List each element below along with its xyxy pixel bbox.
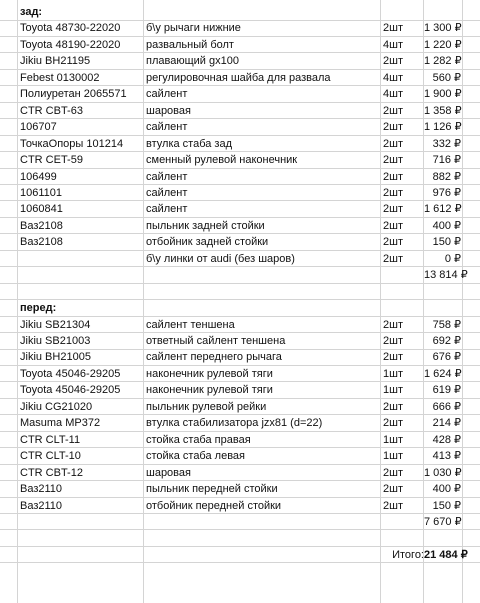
subtotal-cell[interactable]: 7 670 ₽ bbox=[424, 515, 462, 528]
quantity-cell[interactable]: 4шт bbox=[383, 38, 403, 51]
price-cell[interactable]: 1 126 ₽ bbox=[424, 121, 462, 134]
quantity-cell[interactable]: 2шт bbox=[383, 335, 403, 347]
description-cell[interactable]: стойка стаба правая bbox=[146, 433, 251, 446]
table-row bbox=[0, 201, 480, 218]
description-cell[interactable]: отбойник задней стойки bbox=[146, 236, 269, 249]
price-cell[interactable]: 1 624 ₽ bbox=[424, 367, 462, 380]
description-cell[interactable]: сайлент bbox=[146, 186, 188, 199]
price-cell[interactable]: 560 ₽ bbox=[432, 71, 461, 84]
subtotal-row bbox=[0, 267, 480, 284]
description-cell[interactable]: сайлент теншена bbox=[146, 318, 235, 331]
part-number-cell[interactable]: Jikiu BH21195 bbox=[20, 55, 91, 68]
part-number-cell[interactable]: 1061101 bbox=[20, 186, 63, 199]
description-cell[interactable]: втулка стабилизатора jzx81 (d=22) bbox=[146, 417, 323, 430]
price-cell[interactable]: 882 ₽ bbox=[432, 170, 461, 183]
subtotal-row bbox=[0, 514, 480, 531]
quantity-cell[interactable]: 2шт bbox=[383, 219, 403, 232]
price-cell[interactable]: 1 300 ₽ bbox=[424, 22, 462, 35]
table-row bbox=[0, 366, 480, 383]
table-row bbox=[0, 415, 480, 432]
price-cell[interactable]: 413 ₽ bbox=[432, 450, 461, 463]
description-cell[interactable]: отбойник передней стойки bbox=[146, 499, 282, 512]
table-row bbox=[0, 399, 480, 416]
table-row bbox=[0, 37, 480, 54]
quantity-cell[interactable]: 2шт bbox=[383, 417, 403, 430]
quantity-cell[interactable]: 2шт bbox=[383, 236, 403, 249]
quantity-cell[interactable]: 2шт bbox=[383, 154, 403, 167]
description-cell[interactable]: развальный болт bbox=[146, 38, 234, 51]
table-row bbox=[0, 349, 480, 366]
quantity-cell[interactable]: 2шт bbox=[383, 252, 403, 265]
table-row bbox=[0, 498, 480, 515]
description-cell[interactable]: шаровая bbox=[146, 104, 191, 117]
part-number-cell[interactable]: Jikiu SB21003 bbox=[20, 335, 91, 347]
price-cell[interactable]: 676 ₽ bbox=[432, 351, 461, 364]
price-cell[interactable]: 1 220 ₽ bbox=[424, 38, 462, 51]
table-row bbox=[0, 218, 480, 235]
description-cell[interactable]: сменный рулевой наконечник bbox=[146, 154, 298, 167]
part-number-cell[interactable]: Ваз2108 bbox=[20, 219, 63, 232]
quantity-cell[interactable]: 4шт bbox=[383, 88, 403, 101]
section-title-cell[interactable]: перед: bbox=[20, 302, 57, 315]
description-cell[interactable]: плавающий gx100 bbox=[146, 55, 239, 68]
part-number-cell[interactable]: CTR CET-59 bbox=[20, 154, 83, 167]
table-row bbox=[0, 152, 480, 169]
description-cell[interactable]: сайлент переднего рычага bbox=[146, 351, 282, 364]
price-cell[interactable]: 1 282 ₽ bbox=[424, 55, 462, 68]
description-cell[interactable]: б\у рычаги нижние bbox=[146, 22, 241, 35]
description-cell[interactable]: втулка стаба зад bbox=[146, 137, 233, 150]
table-row bbox=[0, 251, 480, 268]
section-header-row bbox=[0, 300, 480, 317]
empty-row bbox=[0, 530, 480, 547]
description-cell[interactable]: шаровая bbox=[146, 466, 191, 479]
description-cell[interactable]: наконечник рулевой тяги bbox=[146, 384, 273, 397]
part-number-cell[interactable]: Ваз2110 bbox=[20, 499, 63, 512]
quantity-cell[interactable]: 1шт bbox=[383, 384, 403, 397]
price-cell[interactable]: 1 612 ₽ bbox=[424, 203, 462, 216]
price-cell[interactable]: 976 ₽ bbox=[432, 186, 461, 199]
table-row bbox=[0, 53, 480, 70]
table-row bbox=[0, 20, 480, 37]
description-cell[interactable]: стойка стаба левая bbox=[146, 450, 245, 463]
grand-total-row bbox=[0, 547, 480, 564]
table-row bbox=[0, 169, 480, 186]
price-cell[interactable]: 1 900 ₽ bbox=[424, 88, 462, 101]
table-row bbox=[0, 86, 480, 103]
quantity-cell[interactable]: 2шт bbox=[383, 466, 403, 479]
description-cell[interactable]: пыльник задней стойки bbox=[146, 219, 265, 232]
description-cell[interactable]: сайлент bbox=[146, 88, 188, 101]
description-cell[interactable]: б\у линки от audi (без шаров) bbox=[146, 252, 295, 265]
section-header-row bbox=[0, 4, 480, 21]
table-row bbox=[0, 317, 480, 334]
part-number-cell[interactable]: Jikiu BH21005 bbox=[20, 351, 91, 364]
table-row bbox=[0, 432, 480, 449]
price-cell[interactable]: 150 ₽ bbox=[432, 236, 461, 249]
table-row bbox=[0, 448, 480, 465]
table-row bbox=[0, 382, 480, 399]
description-cell[interactable]: сайлент bbox=[146, 121, 188, 134]
price-cell[interactable]: 1 030 ₽ bbox=[424, 466, 462, 479]
price-cell[interactable]: 428 ₽ bbox=[432, 433, 461, 446]
price-cell[interactable]: 758 ₽ bbox=[432, 318, 461, 331]
table-row bbox=[0, 481, 480, 498]
quantity-cell[interactable]: 1шт bbox=[383, 433, 403, 446]
quantity-cell[interactable]: 4шт bbox=[383, 71, 403, 84]
part-number-cell[interactable]: ТочкаОпоры 101214 bbox=[20, 137, 124, 150]
description-cell[interactable]: регулировочная шайба для развала bbox=[146, 71, 331, 84]
part-number-cell[interactable]: Toyota 48190-22020 bbox=[20, 38, 121, 51]
quantity-cell[interactable]: 2шт bbox=[383, 186, 403, 199]
grand-total-label-cell[interactable]: Итого: bbox=[392, 548, 424, 561]
grand-total-value-cell[interactable]: 21 484 ₽ bbox=[424, 548, 468, 561]
description-cell[interactable]: сайлент bbox=[146, 203, 188, 216]
part-number-cell[interactable]: 106499 bbox=[20, 170, 57, 183]
part-number-cell[interactable]: Jikiu SB21304 bbox=[20, 318, 91, 331]
price-cell[interactable]: 150 ₽ bbox=[432, 499, 461, 512]
table-row bbox=[0, 70, 480, 87]
quantity-cell[interactable]: 1шт bbox=[383, 367, 403, 380]
empty-row bbox=[0, 284, 480, 301]
part-number-cell[interactable]: Toyota 45046-29205 bbox=[20, 384, 121, 397]
price-cell[interactable]: 400 ₽ bbox=[432, 483, 461, 496]
price-cell[interactable]: 214 ₽ bbox=[432, 417, 461, 430]
table-row bbox=[0, 136, 480, 153]
price-cell[interactable]: 0 ₽ bbox=[444, 252, 461, 265]
price-cell[interactable]: 666 ₽ bbox=[432, 400, 461, 413]
part-number-cell[interactable]: CTR CLT-11 bbox=[20, 433, 81, 446]
part-number-cell[interactable]: Toyota 45046-29205 bbox=[20, 367, 121, 380]
part-number-cell[interactable]: Полиуретан 2065571 bbox=[20, 88, 127, 101]
part-number-cell[interactable]: Toyota 48730-22020 bbox=[20, 22, 121, 35]
part-number-cell[interactable]: Ваз2110 bbox=[20, 483, 63, 496]
quantity-cell[interactable]: 2шт bbox=[383, 499, 403, 512]
quantity-cell[interactable]: 2шт bbox=[383, 22, 403, 35]
part-number-cell[interactable] bbox=[18, 251, 144, 267]
subtotal-cell[interactable]: 13 814 ₽ bbox=[424, 269, 468, 282]
quantity-cell[interactable]: 2шт bbox=[383, 400, 403, 413]
table-row bbox=[0, 333, 480, 350]
price-cell[interactable]: 619 ₽ bbox=[432, 384, 461, 397]
price-cell[interactable]: 400 ₽ bbox=[432, 219, 461, 232]
description-cell[interactable]: наконечник рулевой тяги bbox=[146, 367, 273, 380]
quantity-cell[interactable]: 2шт bbox=[383, 203, 403, 216]
part-number-cell[interactable]: Febest 0130002 bbox=[20, 71, 100, 84]
quantity-cell[interactable]: 2шт bbox=[383, 318, 403, 331]
description-cell[interactable]: ответный сайлент теншена bbox=[146, 335, 286, 347]
section-title-cell[interactable]: зад: bbox=[20, 6, 43, 18]
part-number-cell[interactable]: Jikiu CG21020 bbox=[20, 400, 93, 413]
description-cell[interactable]: пыльник рулевой рейки bbox=[146, 400, 267, 413]
quantity-cell[interactable]: 2шт bbox=[383, 351, 403, 364]
price-cell[interactable]: 1 358 ₽ bbox=[424, 104, 462, 117]
quantity-cell[interactable]: 1шт bbox=[383, 450, 403, 463]
table-row bbox=[0, 103, 480, 120]
price-cell[interactable]: 692 ₽ bbox=[432, 335, 461, 347]
table-row bbox=[0, 465, 480, 482]
quantity-cell[interactable]: 2шт bbox=[383, 55, 403, 68]
quantity-cell[interactable]: 2шт bbox=[383, 104, 403, 117]
description-cell[interactable]: пыльник передней стойки bbox=[146, 483, 278, 496]
part-number-cell[interactable]: Ваз2108 bbox=[20, 236, 63, 249]
table-row bbox=[0, 234, 480, 251]
price-cell[interactable]: 716 ₽ bbox=[432, 154, 461, 167]
price-cell[interactable]: 332 ₽ bbox=[432, 137, 461, 150]
table-row bbox=[0, 119, 480, 136]
part-number-cell[interactable]: 106707 bbox=[20, 121, 57, 134]
table-row bbox=[0, 185, 480, 202]
quantity-cell[interactable]: 2шт bbox=[383, 137, 403, 150]
part-number-cell[interactable]: 1060841 bbox=[20, 203, 63, 216]
part-number-cell[interactable]: CTR CBT-63 bbox=[20, 104, 83, 117]
quantity-cell[interactable]: 2шт bbox=[383, 121, 403, 134]
quantity-cell[interactable]: 2шт bbox=[383, 483, 403, 496]
part-number-cell[interactable]: Masuma MP372 bbox=[20, 417, 101, 430]
part-number-cell[interactable]: CTR CBT-12 bbox=[20, 466, 83, 479]
quantity-cell[interactable]: 2шт bbox=[383, 170, 403, 183]
part-number-cell[interactable]: CTR CLT-10 bbox=[20, 450, 81, 463]
description-cell[interactable]: сайлент bbox=[146, 170, 188, 183]
